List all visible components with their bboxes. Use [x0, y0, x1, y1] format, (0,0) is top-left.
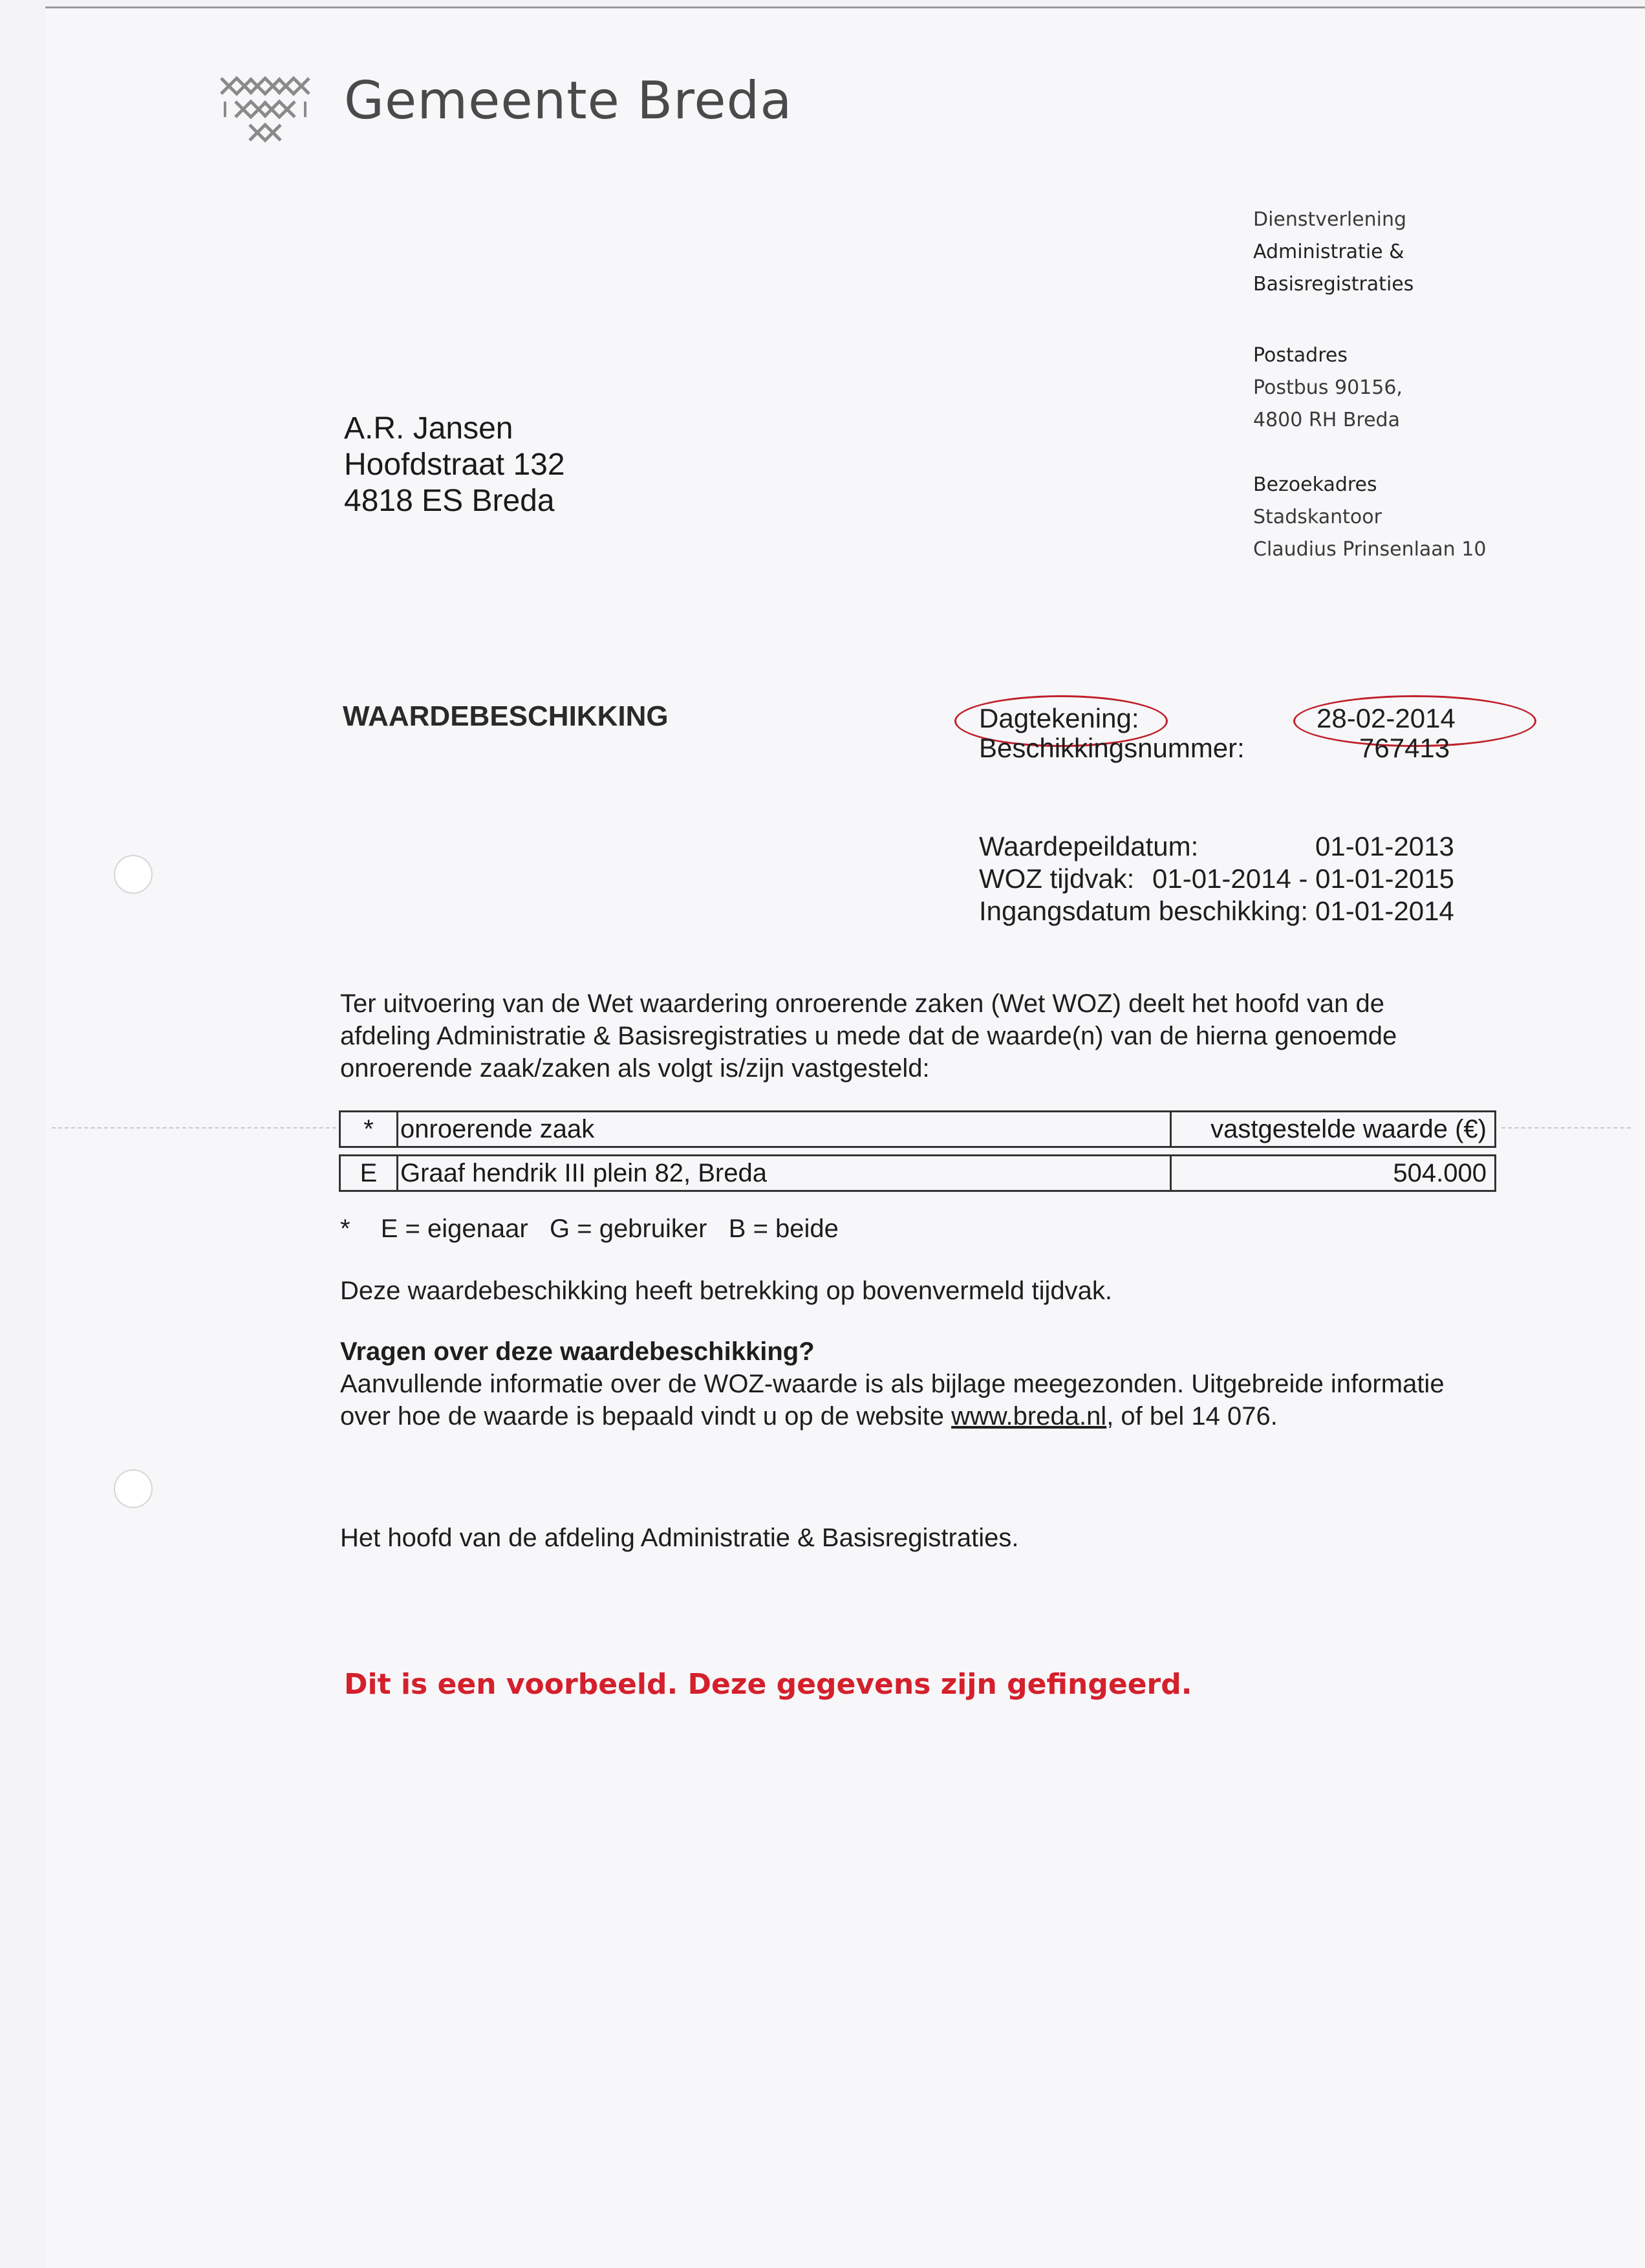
questions-line [340, 1400, 1445, 1432]
valuation-table [339, 1110, 1496, 1192]
disclaimer-note: Dit is een voorbeeld. Deze gegevens zijn gefingeerd. [344, 1668, 1192, 1701]
questions-block [340, 1335, 1445, 1432]
table-header-cell: onroerende zaak [400, 1115, 595, 1143]
table-header-cell: vastgestelde waarde (€) [1170, 1112, 1494, 1146]
questions-text: over hoe de waarde is bepaald vindt u op de website [340, 1402, 952, 1431]
visit-line: Claudius Prinsenlaan 10 [1253, 538, 1487, 561]
document-title: WAARDEBESCHIKKING [343, 700, 669, 732]
intro-line: afdeling Administratie & Basisregistraties u mede dat de waarde(n) van de hierna genoemde [340, 1022, 1397, 1050]
questions-heading: Vragen over deze waardebeschikking? [340, 1337, 815, 1366]
table-header-row [339, 1110, 1496, 1148]
document-page [45, 6, 1645, 2268]
table-cell: E [341, 1156, 398, 1190]
postal-address-block [1253, 340, 1403, 437]
fold-line [1501, 1127, 1631, 1129]
breda-logo-icon [219, 73, 314, 153]
beschikkingsnummer-label: Beschikkingsnummer: [979, 733, 1245, 763]
waardepeildatum-value: 01-01-2013 [1315, 831, 1454, 861]
postal-line: 4800 RH Breda [1253, 409, 1400, 431]
department-line: Dienstverlening [1253, 208, 1407, 231]
recipient-street: Hoofdstraat 132 [344, 448, 565, 482]
legend [340, 1213, 839, 1245]
recipient-city: 4818 ES Breda [344, 484, 555, 518]
recipient-address [344, 411, 565, 519]
intro-line: Ter uitvoering van de Wet waardering onroerende zaken (Wet WOZ) deelt het hoofd van de [340, 989, 1384, 1018]
dagtekening-value: 28-02-2014 [1317, 703, 1456, 733]
organisation-name: Gemeente Breda [344, 70, 793, 131]
website-link[interactable]: www.breda.nl [951, 1402, 1107, 1431]
table-cell: 504.000 [1170, 1156, 1494, 1190]
punch-hole [114, 1469, 153, 1508]
department-block [1253, 204, 1414, 301]
signature-line: Het hoofd van de afdeling Administratie & Basisregistraties. [340, 1524, 1019, 1552]
tijdvak-note: Deze waardebeschikking heeft betrekking op bovenvermeld tijdvak. [340, 1277, 1113, 1305]
visit-heading: Bezoekadres [1253, 473, 1377, 496]
questions-text: , of bel 14 076. [1106, 1402, 1278, 1431]
postal-line: Postbus 90156, [1253, 376, 1403, 399]
visit-address-block [1253, 469, 1486, 566]
questions-line: Aanvullende informatie over de WOZ-waarde is als bijlage meegezonden. Uitgebreide informatie [340, 1370, 1445, 1398]
intro-line: onroerende zaak/zaken als volgt is/zijn vastgesteld: [340, 1054, 930, 1083]
tijdvak-label: WOZ tijdvak: [979, 863, 1135, 894]
legend-text: E = eigenaar G = gebruiker B = beide [380, 1215, 839, 1243]
postal-heading: Postadres [1253, 344, 1348, 367]
department-line: Basisregistraties [1253, 273, 1414, 296]
recipient-name: A.R. Jansen [344, 411, 513, 446]
department-line: Administratie & [1253, 241, 1404, 263]
table-header-cell: * [341, 1112, 398, 1146]
tijdvak-value: 01-01-2014 - 01-01-2015 [1152, 863, 1455, 894]
table-row [339, 1154, 1496, 1192]
dagtekening-label: Dagtekening: [979, 703, 1139, 733]
legend-star: * [340, 1215, 350, 1243]
ingangsdatum-value: 01-01-2014 [1315, 896, 1454, 926]
waardepeildatum-label: Waardepeildatum: [979, 831, 1199, 861]
table-cell: Graaf hendrik III plein 82, Breda [400, 1159, 767, 1187]
punch-hole [114, 855, 153, 894]
visit-line: Stadskantoor [1253, 506, 1382, 528]
beschikkingsnummer-value: 767413 [1359, 733, 1450, 763]
ingangsdatum-label: Ingangsdatum beschikking: [979, 896, 1308, 926]
fold-line [52, 1127, 336, 1129]
intro-paragraph [340, 988, 1397, 1085]
